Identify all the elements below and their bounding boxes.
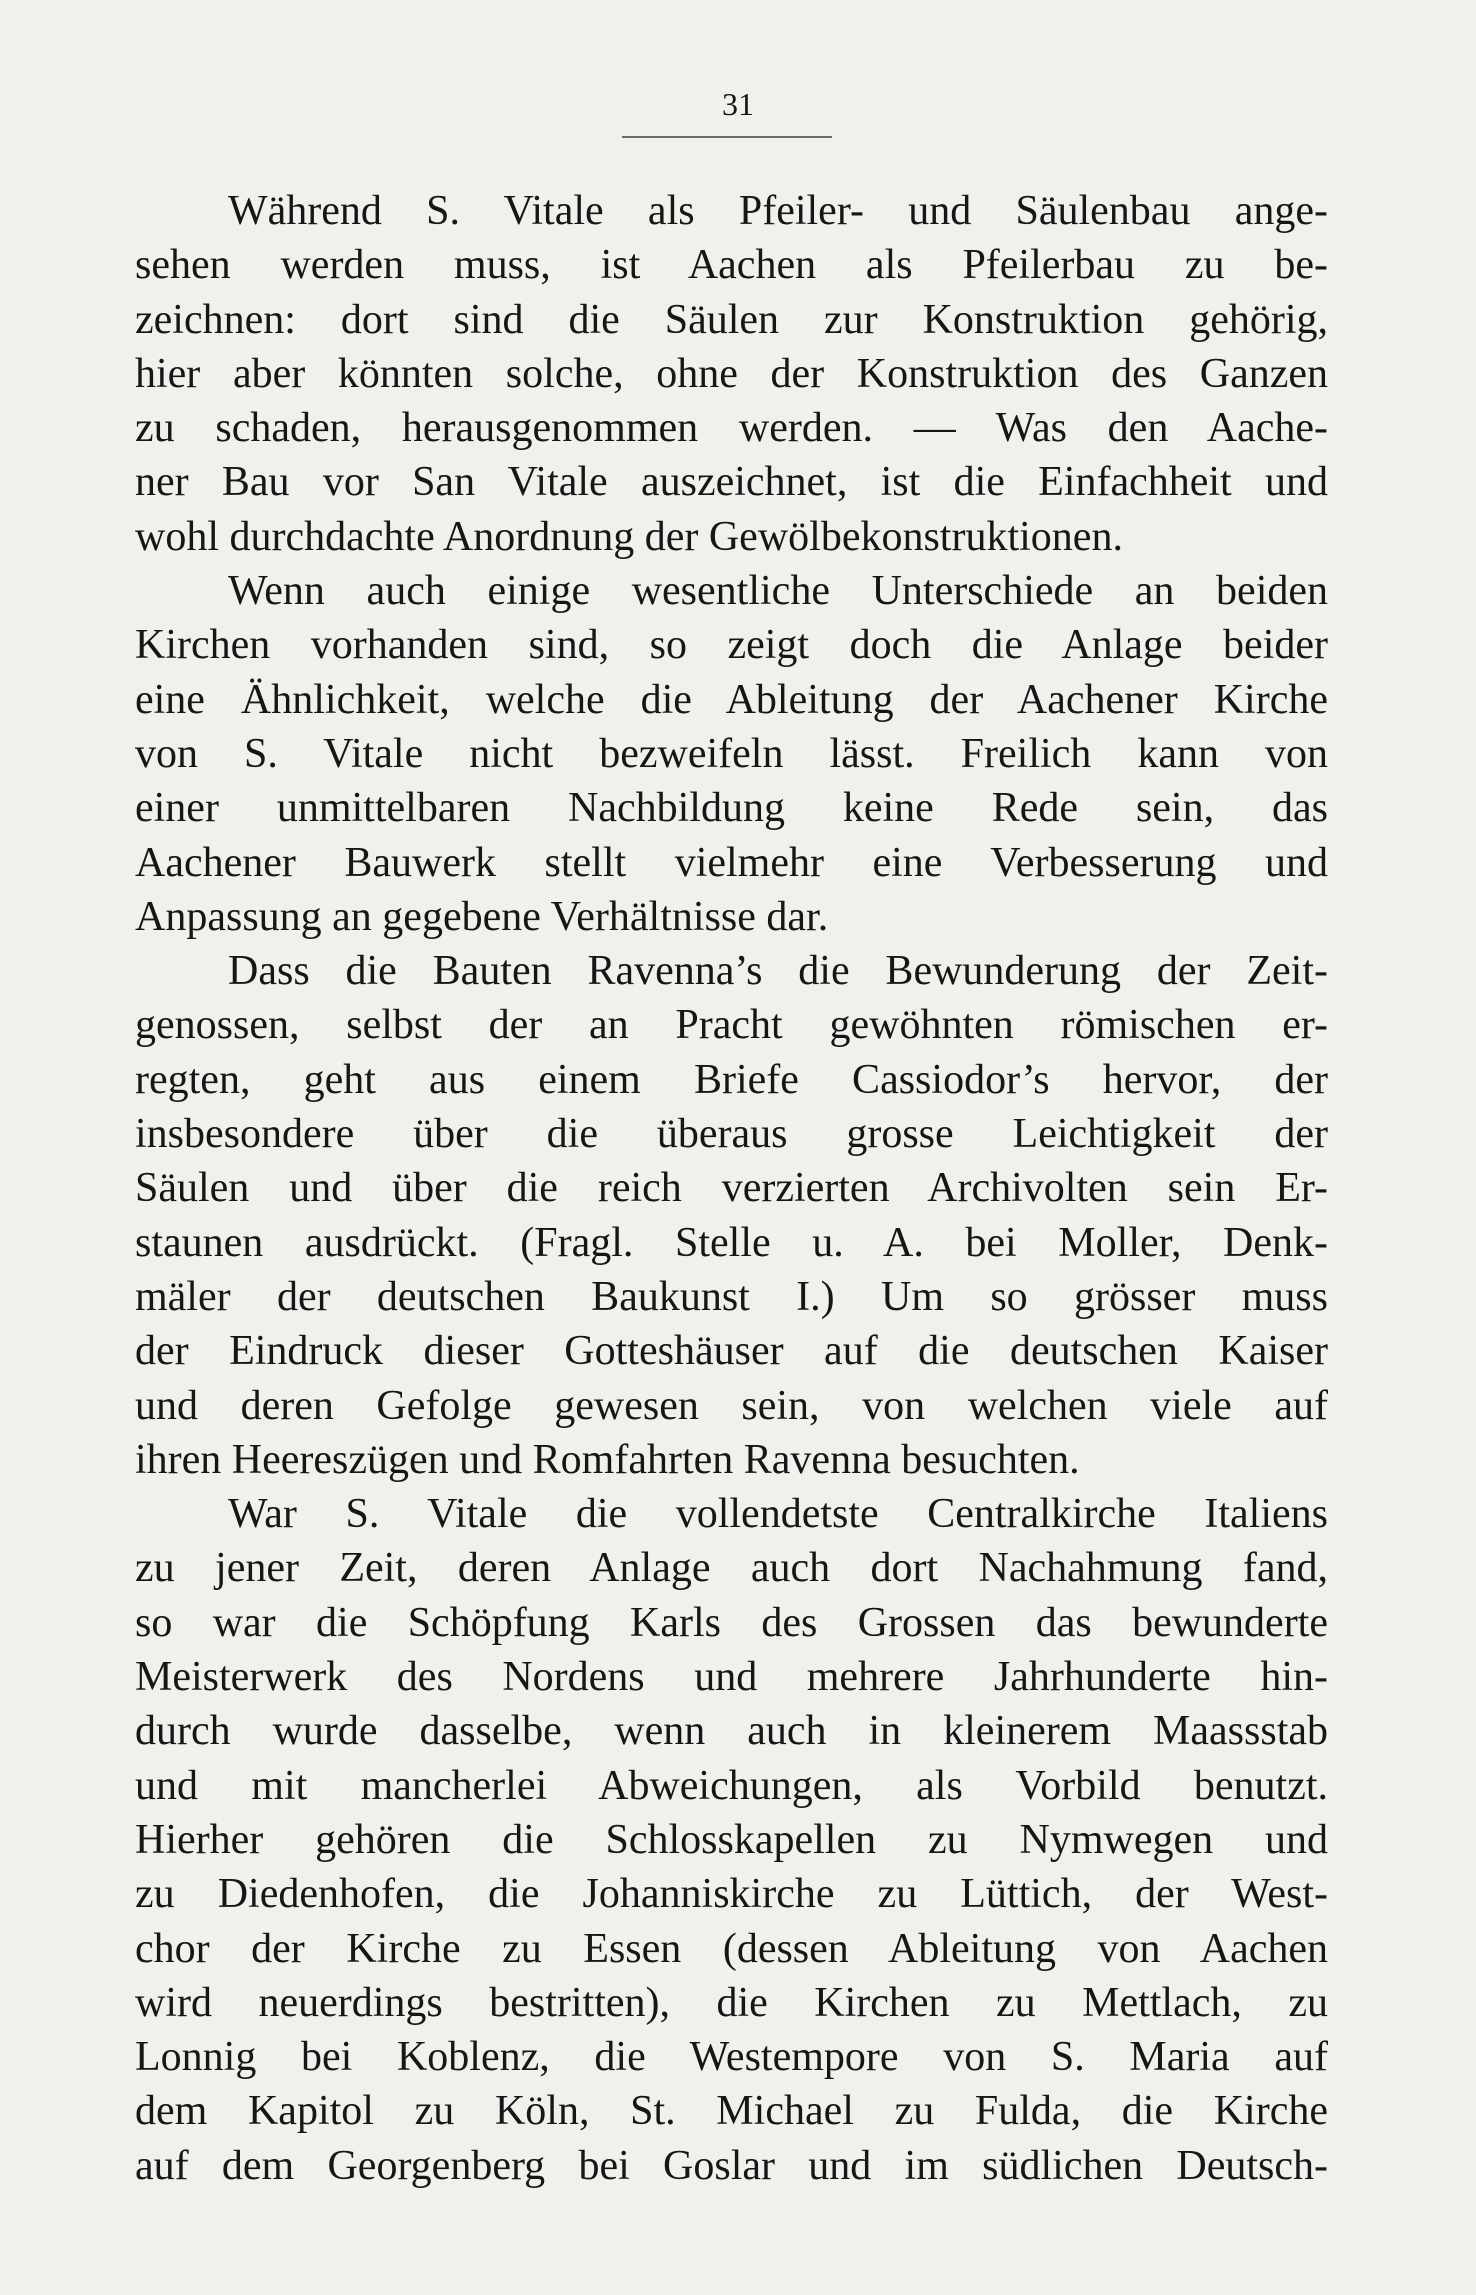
text-line: Wenn auch einige wesentliche Unterschiede an beiden (228, 568, 1328, 615)
text-line: Meisterwerk des Nordens und mehrere Jahrhunderte hin- (135, 1654, 1328, 1701)
text-line: hier aber könnten solche, ohne der Konstruktion des Ganzen (135, 350, 1328, 397)
text-line: chor der Kirche zu Essen (dessen Ableitung von Aachen (135, 1925, 1328, 1972)
text-line: sehen werden muss, ist Aachen als Pfeilerbau zu be- (135, 242, 1328, 289)
header-rule (622, 136, 832, 138)
text-line: War S. Vitale die vollendetste Centralkirche Italiens (228, 1491, 1328, 1538)
text-line: regten, geht aus einem Briefe Cassiodor’s hervor, der (135, 1056, 1328, 1103)
text-line: mäler der deutschen Baukunst I.) Um so grösser muss (135, 1273, 1328, 1320)
text-line: ner Bau vor San Vitale auszeichnet, ist die Einfachheit und (135, 459, 1328, 506)
text-line: genossen, selbst der an Pracht gewöhnten römischen er- (135, 1002, 1328, 1049)
text-line: staunen ausdrückt. (Fragl. Stelle u. A. bei Moller, Denk- (135, 1219, 1328, 1266)
text-line: zu Diedenhofen, die Johanniskirche zu Lüttich, der West- (135, 1871, 1328, 1918)
text-line: Anpassung an gegebene Verhältnisse dar. (135, 893, 829, 940)
text-line: Kirchen vorhanden sind, so zeigt doch die Anlage beider (135, 622, 1328, 669)
text-line: Aachener Bauwerk stellt vielmehr eine Verbesserung und (135, 839, 1328, 886)
text-line: Säulen und über die reich verzierten Archivolten sein Er- (135, 1165, 1328, 1212)
text-line: Während S. Vitale als Pfeiler- und Säulenbau ange- (228, 188, 1328, 234)
text-line: dem Kapitol zu Köln, St. Michael zu Fulda, die Kirche (135, 2088, 1328, 2135)
text-line: durch wurde dasselbe, wenn auch in kleinerem Maassstab (135, 1708, 1328, 1755)
page-number: 31 (722, 86, 754, 122)
text-line: zeichnen: dort sind die Säulen zur Konstruktion gehörig, (135, 296, 1328, 343)
text-line: und deren Gefolge gewesen sein, von welchen viele auf (135, 1382, 1328, 1429)
text-line: so war die Schöpfung Karls des Grossen das bewunderte (135, 1599, 1328, 1646)
text-line: insbesondere über die überaus grosse Leichtigkeit der (135, 1111, 1328, 1158)
text-line: wird neuerdings bestritten), die Kirchen zu Mettlach, zu (135, 1979, 1328, 2026)
text-line: eine Ähnlichkeit, welche die Ableitung der Aachener Kirche (135, 676, 1328, 723)
text-line: auf dem Georgenberg bei Goslar und im südlichen Deutsch- (135, 2142, 1328, 2189)
text-line: der Eindruck dieser Gotteshäuser auf die deutschen Kaiser (135, 1328, 1328, 1375)
text-line: Dass die Bauten Ravenna’s die Bewunderung der Zeit- (228, 948, 1328, 995)
text-line: zu schaden, herausgenommen werden. — Was den Aache- (135, 405, 1328, 452)
text-line: zu jener Zeit, deren Anlage auch dort Nachahmung fand, (135, 1545, 1328, 1592)
text-line: Hierher gehören die Schlosskapellen zu Nymwegen und (135, 1816, 1328, 1863)
text-line: wohl durchdachte Anordnung der Gewölbekonstruktionen. (135, 513, 1123, 560)
text-line: und mit mancherlei Abweichungen, als Vorbild benutzt. (135, 1762, 1328, 1809)
text-line: einer unmittelbaren Nachbildung keine Rede sein, das (135, 785, 1328, 832)
text-line: von S. Vitale nicht bezweifeln lässt. Freilich kann von (135, 730, 1328, 777)
text-line: ihren Heereszügen und Romfahrten Ravenna besuchten. (135, 1436, 1080, 1483)
body-text (135, 184, 1328, 2193)
text-line: Lonnig bei Koblenz, die Westempore von S. Maria auf (135, 2034, 1328, 2081)
